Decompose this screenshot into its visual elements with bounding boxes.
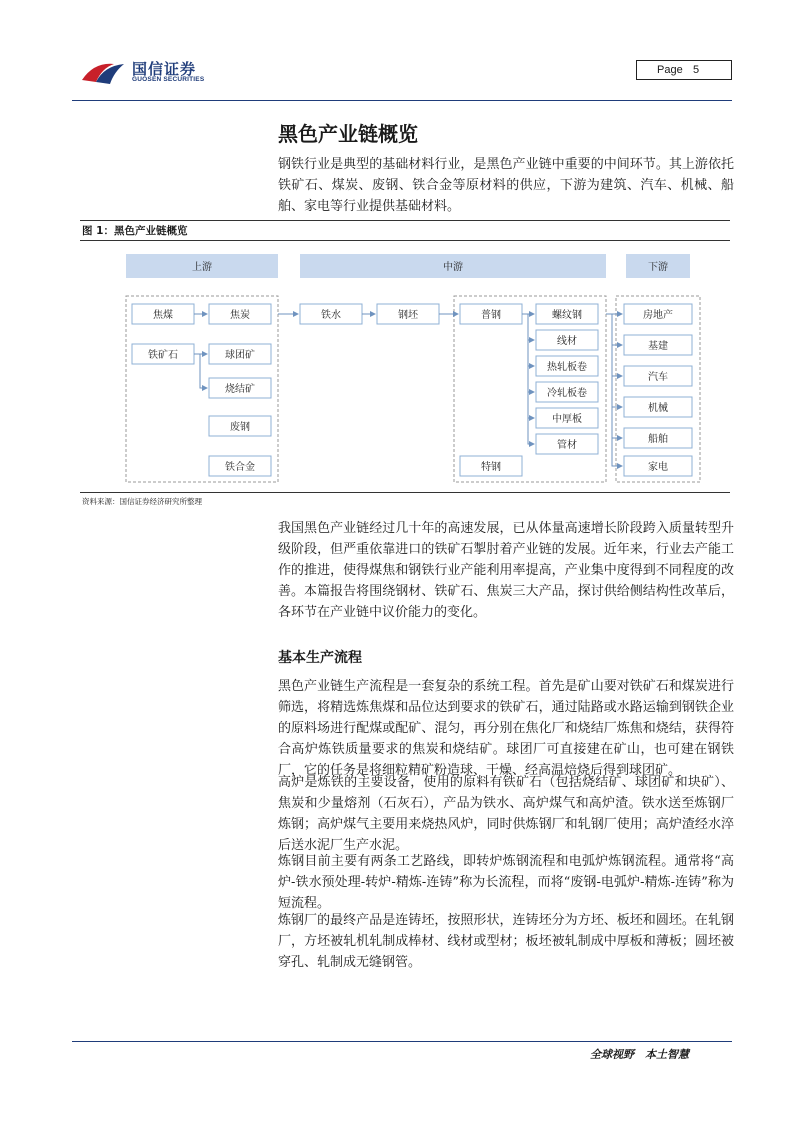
node-sinter: 烧结矿 (225, 384, 255, 395)
subsection-title: 基本生产流程 (278, 650, 362, 666)
node-pipe: 管材 (557, 440, 577, 451)
page-indicator (636, 60, 732, 80)
logo-mark-icon (80, 56, 130, 88)
upstream-header: 上游 (192, 262, 212, 273)
node-real-estate: 房地产 (643, 310, 673, 321)
node-coal: 焦煤 (153, 310, 173, 321)
page-number: 5 (693, 64, 700, 76)
node-medium-plate: 中厚板 (552, 414, 582, 425)
figure-title-rule (80, 240, 730, 241)
footer-slogan: 全球视野 本土智慧 (590, 1048, 689, 1061)
process-paragraph-3: 炼钢目前主要有两条工艺路线，即转炉炼钢流程和电弧炉炼钢流程。通常将“高炉-铁水预处理-转炉-精炼-连铸”称为长流程，而将“废钢-电弧炉-精炼-连铸”称为短流程。 (278, 854, 734, 911)
node-appliances: 家电 (648, 462, 668, 473)
node-iron-ore: 铁矿石 (148, 350, 178, 361)
node-rebar: 螺纹钢 (552, 310, 582, 321)
section-title: 黑色产业链概览 (278, 122, 418, 146)
page-label: Page (657, 64, 683, 76)
intro-paragraph: 钢铁行业是典型的基础材料行业，是黑色产业链中重要的中间环节。其上游依托铁矿石、煤炭、废钢、铁合金等原材料的供应，下游为建筑、汽车、机械、船舶、家电等行业提供基础材料。 (278, 157, 734, 214)
node-scrap: 废钢 (230, 422, 250, 433)
node-pellet: 球团矿 (225, 350, 255, 361)
process-paragraph-1: 黑色产业链生产流程是一套复杂的系统工程。首先是矿山要对铁矿石和煤炭进行筛选，将精选炼焦煤和品位达到要求的铁矿石，通过陆路或水路运输到钢铁企业的原料场进行配煤或配矿、混匀，再分别在焦化厂和烧结厂炼焦和烧结，获得符合高炉炼铁质量要求的焦炭和烧结矿。球团厂可直接建在矿山，也可建在钢铁厂，它的任务是将细粒精矿粉造球、干燥、经高温焙烧后得到球团矿。 (278, 679, 734, 778)
node-special-steel: 特钢 (481, 462, 501, 473)
node-ferroalloy: 铁合金 (225, 462, 255, 473)
industry-chain-diagram (82, 244, 730, 494)
figure-bottom-rule (80, 492, 730, 493)
node-shipbuilding: 船舶 (648, 434, 668, 445)
node-wire-rod: 线材 (557, 336, 577, 347)
node-infrastructure: 基建 (648, 341, 668, 352)
footer-divider (72, 1041, 732, 1042)
figure-top-rule (80, 220, 730, 221)
header-divider (72, 100, 732, 101)
node-billet: 钢坯 (398, 310, 418, 321)
company-name: 国信证券 (132, 60, 197, 78)
figure-title: 图 1：黑色产业链概览 (82, 225, 188, 237)
node-cold-rolled-coil: 冷轧板卷 (547, 388, 587, 399)
node-hot-metal: 铁水 (321, 310, 341, 321)
node-hot-rolled-coil: 热轧板卷 (547, 362, 587, 373)
figure-source: 资料来源：国信证券经济研究所整理 (82, 497, 202, 506)
paragraph-2: 我国黑色产业链经过几十年的高速发展，已从体量高速增长阶段跨入质量转型升级阶段，但严重依靠进口的铁矿石掣肘着产业链的发展。近年来，行业去产能工作的推进，使得煤焦和钢铁行业产能利用率提高，产业集中度得到不同程度的改善。本篇报告将围绕钢材、铁矿石、焦炭三大产品，探讨供给侧结构性改革后，各环节在产业链中议价能力的变化。 (278, 521, 734, 620)
process-paragraph-4: 炼钢厂的最终产品是连铸坯，按照形状，连铸坯分为方坯、板坯和圆坯。在轧钢厂，方坯被轧机轧制成棒材、线材或型材；板坯被轧制成中厚板和薄板；圆坯被穿孔、轧制成无缝钢管。 (278, 913, 734, 970)
node-automobile: 汽车 (648, 372, 668, 383)
process-paragraph-2: 高炉是炼铁的主要设备，使用的原料有铁矿石（包括烧结矿、球团矿和块矿）、焦炭和少量熔剂（石灰石），产品为铁水、高炉煤气和高炉渣。铁水送至炼钢厂炼钢；高炉煤气主要用来烧热风炉，同时供炼钢厂和轧钢厂使用；高炉渣经水淬后送水泥厂生产水泥。 (278, 775, 734, 853)
downstream-header: 下游 (648, 262, 668, 273)
midstream-header: 中游 (443, 262, 463, 273)
node-machinery: 机械 (648, 403, 668, 414)
company-subtitle: GUOSEN SECURITIES (132, 76, 205, 83)
node-coke: 焦炭 (230, 310, 250, 321)
node-common-steel: 普钢 (481, 310, 501, 321)
